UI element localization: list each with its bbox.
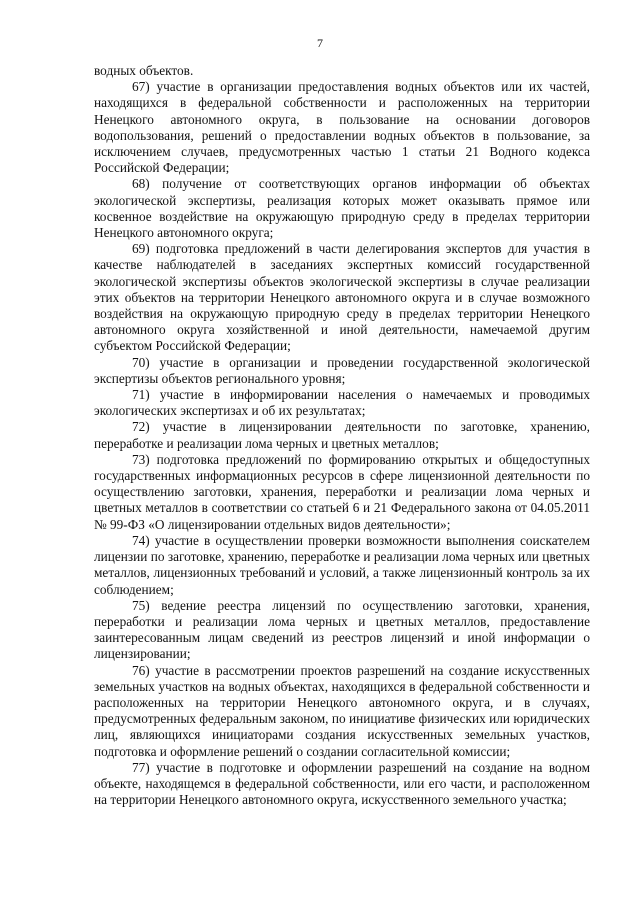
- paragraph-item-71: 71) участие в информировании населения о намечаемых и проводимых экологических экспертизах и об их результатах;: [94, 387, 590, 419]
- paragraph-continued: водных объектов.: [94, 63, 194, 78]
- paragraph-item-70: 70) участие в организации и проведении государственной экологической экспертизы объектов регионального уровня;: [94, 354, 590, 386]
- paragraph-item-73: 73) подготовка предложений по формированию открытых и общедоступных государственных информационных ресурсов в сфере лицензионной деятельности по осуществлению заготовки, хранения, переработки и реализации лома черных и цветных металлов в соответствии со статьей 6 и 21 Федерального закона от 04.05.2011 № 99-ФЗ «О лицензировании отдельных видов деятельности»;: [94, 451, 590, 532]
- paragraph-item-74: 74) участие в осуществлении проверки возможности выполнения соискателем лицензии по заготовке, хранению, переработке и реализации лома черных или цветных металлов, лицензионных требований и условий, а также лицензионный контроль за их соблюдением;: [94, 532, 590, 597]
- paragraph-item-68: 68) получение от соответствующих органов информации об объектах экологической экспертизы, реализация которых может оказывать прямое или косвенное воздействие на окружающую природную среду в пределах территории Ненецкого автономного округа;: [94, 176, 590, 241]
- paragraph-item-77: 77) участие в подготовке и оформлении разрешений на создание на водном объекте, находящемся в федеральной собственности, или его части, и расположенном на территории Ненецкого автономного округа, искусственного земельного участка;: [94, 759, 590, 808]
- paragraph-item-76: 76) участие в рассмотрении проектов разрешений на создание искусственных земельных участков на водных объектах, находящихся в федеральной собственности и расположенных на территории Ненецкого автономного округа, и в случаях, предусмотренных федеральным законом, по инициативе физических или юридических лиц, являющихся инициаторами создания искусственных земельных участков, подготовка и оформление решений о создании согласительной комиссии;: [94, 662, 590, 759]
- paragraph-item-75: 75) ведение реестра лицензий по осуществлению заготовки, хранения, переработки и реализации лома черных и цветных металлов, предоставление заинтересованным лицам сведений из реестров лицензий и иной информации о лицензировании;: [94, 597, 590, 662]
- paragraph-item-67: 67) участие в организации предоставления водных объектов или их частей, находящихся в федеральной собственности и расположенных на территории Ненецкого автономного округа, в пользование на основании договоров водопользования, решений о предоставлении водных объектов в пользование, за исключением случаев, предусмотренных частью 1 статьи 21 Водного кодекса Российской Федерации;: [94, 79, 590, 176]
- page-number: 7: [317, 36, 323, 50]
- paragraph-item-69: 69) подготовка предложений в части делегирования экспертов для участия в качестве наблюдателей в заседаниях экспертных комиссий государственной экологической экспертизы объектов экологической экспертизы в случае реализации этих объектов на территории Ненецкого автономного округа и в случае возможного воздействия на окружающую природную среду в пределах территории Ненецкого автономного округа хозяйственной и иной деятельности, намечаемой другим субъектом Российской Федерации;: [94, 241, 590, 354]
- paragraph-item-72: 72) участие в лицензировании деятельности по заготовке, хранению, переработке и реализации лома черных и цветных металлов;: [94, 419, 590, 451]
- document-body: [94, 63, 590, 808]
